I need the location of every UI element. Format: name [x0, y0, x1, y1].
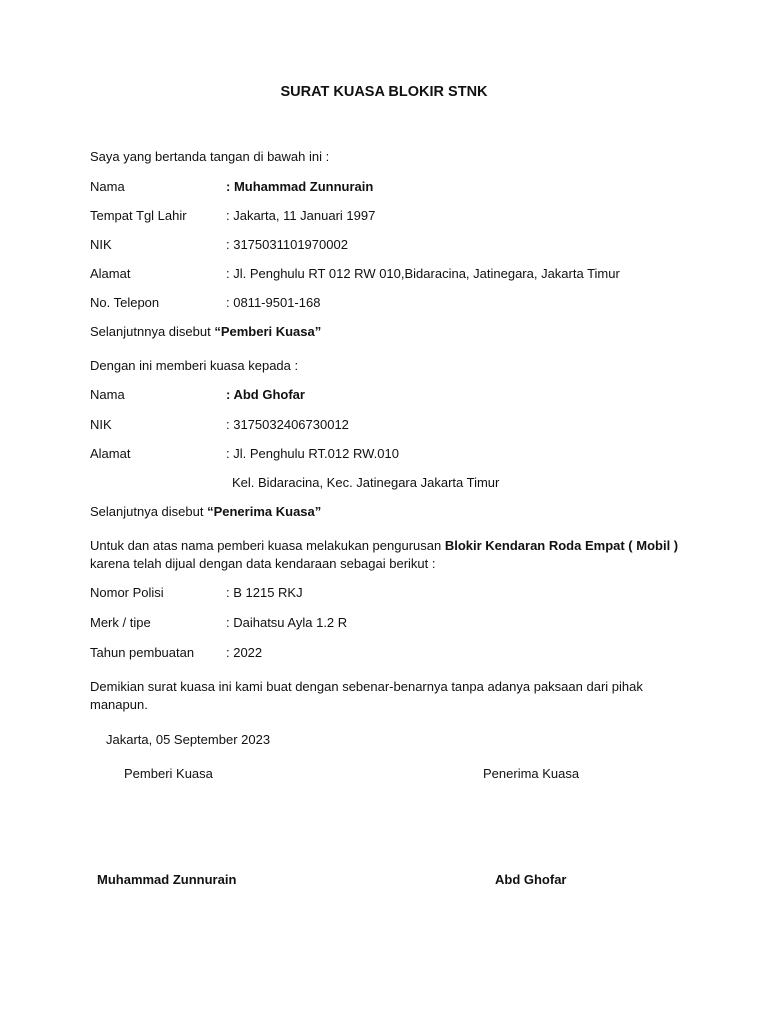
- penerima-alamat-label: Alamat: [90, 446, 131, 461]
- letter-title: SURAT KUASA BLOKIR STNK: [280, 84, 488, 100]
- signature-left-role: Pemberi Kuasa: [124, 766, 213, 781]
- pemberi-nama-value: : Muhammad Zunnurain: [226, 179, 374, 194]
- penerima-designation-term: “Penerima Kuasa”: [207, 504, 322, 519]
- pemberi-telp-label: No. Telepon: [90, 295, 160, 310]
- pemberi-alamat-label: Alamat: [90, 266, 131, 281]
- purpose-line1: [90, 538, 678, 554]
- closing-line1: Demikian surat kuasa ini kami buat dengan sebenar-benarnya tanpa adanya paksaan dari pihak: [90, 679, 643, 694]
- signature-right-name: Abd Ghofar: [495, 872, 567, 887]
- pemberi-nik-value: : 3175031101970002: [226, 237, 348, 252]
- pemberi-designation: [90, 324, 321, 340]
- penerima-nama-value: : Abd Ghofar: [226, 387, 305, 402]
- pemberi-nama-label: Nama: [90, 179, 125, 194]
- transition-text: Dengan ini memberi kuasa kepada :: [90, 358, 299, 373]
- penerima-designation: [90, 504, 321, 520]
- purpose-prefix: Untuk dan atas nama pemberi kuasa melakukan pengurusan: [90, 538, 445, 553]
- pemberi-ttl-label: Tempat Tgl Lahir: [90, 208, 187, 223]
- signature-right-role: Penerima Kuasa: [483, 766, 580, 781]
- penerima-alamat-value: : Jl. Penghulu RT.012 RW.010: [226, 446, 399, 461]
- purpose-subject: Blokir Kendaran Roda Empat ( Mobil ): [444, 538, 679, 553]
- penerima-designation-prefix: Selanjutnya disebut: [90, 504, 208, 519]
- signature-left-name: Muhammad Zunnurain: [97, 872, 237, 887]
- pemberi-alamat-value: : Jl. Penghulu RT 012 RW 010,Bidaracina, Jatinegara, Jakarta Timur: [226, 266, 620, 281]
- pemberi-ttl-value: : Jakarta, 11 Januari 1997: [226, 208, 376, 223]
- tahun-value: : 2022: [226, 645, 263, 660]
- merk-value: : Daihatsu Ayla 1.2 R: [226, 615, 348, 630]
- pemberi-designation-term: “Pemberi Kuasa”: [214, 324, 322, 339]
- pemberi-designation-prefix: Selanjutnnya disebut: [90, 324, 215, 339]
- intro-text: Saya yang bertanda tangan di bawah ini :: [90, 149, 330, 164]
- place-date: Jakarta, 05 September 2023: [106, 732, 271, 747]
- closing-line2: manapun.: [90, 697, 148, 712]
- nopol-value: : B 1215 RKJ: [226, 585, 303, 600]
- penerima-nik-label: NIK: [90, 417, 112, 432]
- penerima-alamat-value-line2: Kel. Bidaracina, Kec. Jatinegara Jakarta Timur: [232, 475, 500, 490]
- pemberi-nik-label: NIK: [90, 237, 112, 252]
- nopol-label: Nomor Polisi: [90, 585, 164, 600]
- purpose-line2: karena telah dijual dengan data kendaraan sebagai berikut :: [90, 556, 436, 571]
- tahun-label: Tahun pembuatan: [90, 645, 195, 660]
- pemberi-telp-value: : 0811-9501-168: [226, 295, 321, 310]
- penerima-nik-value: : 3175032406730012: [226, 417, 349, 432]
- merk-label: Merk / tipe: [90, 615, 151, 630]
- penerima-nama-label: Nama: [90, 387, 125, 402]
